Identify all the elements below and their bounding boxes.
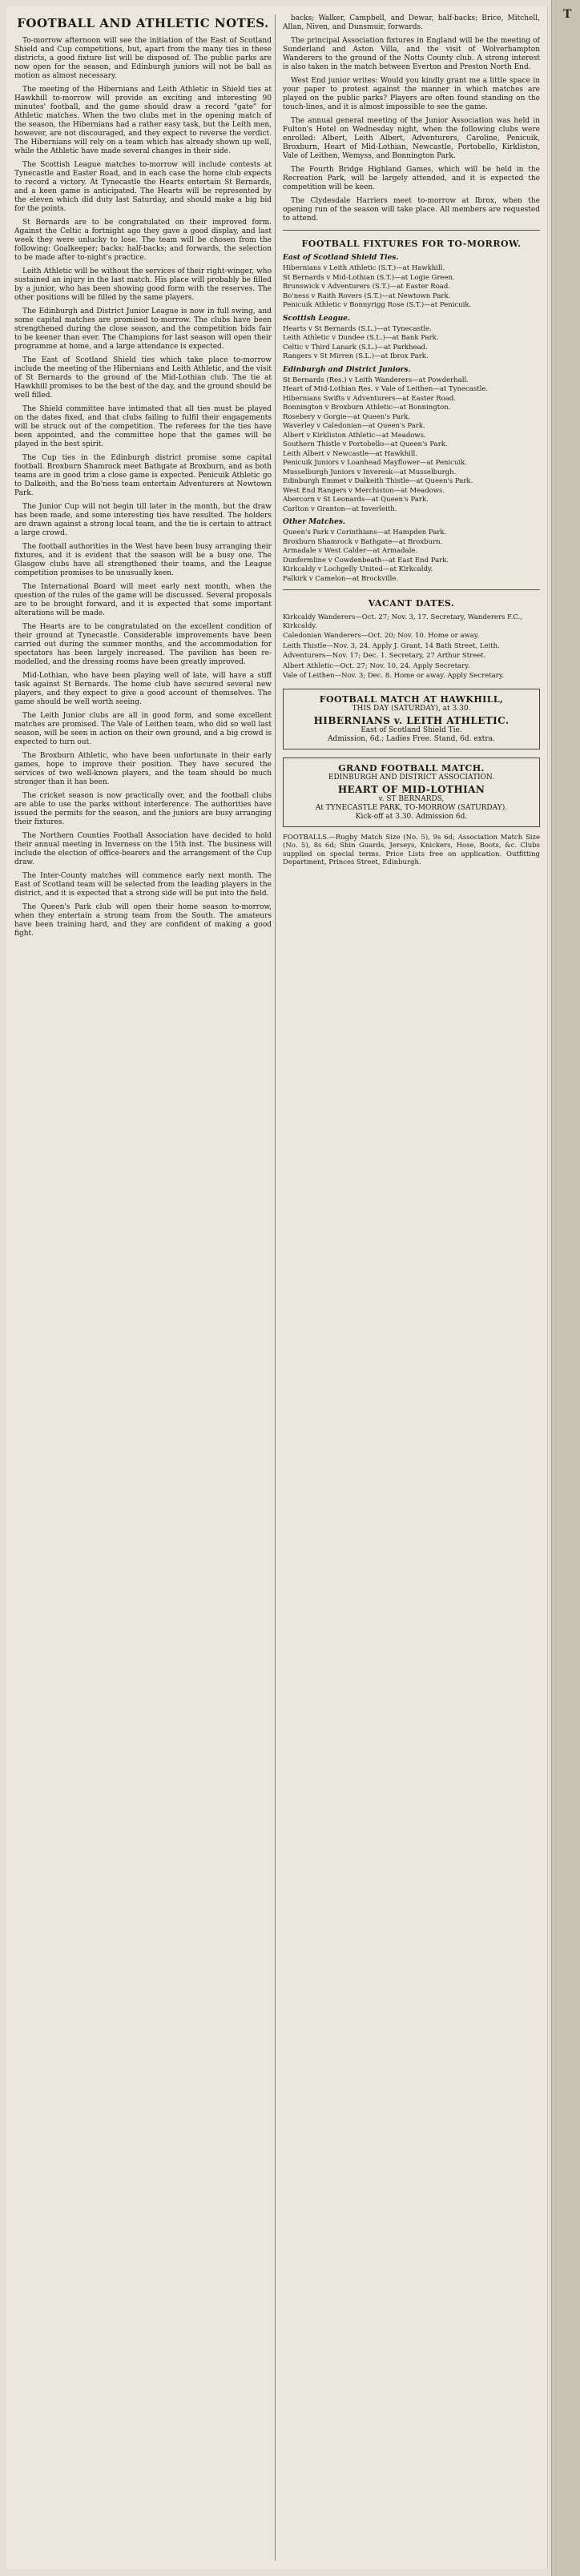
- article-paragraph: The cricket season is now practically over, and the football clubs are able to use the parks without interference. The authorities have issued the permits for the season, and the juniors are busy arranging their fixtures.: [14, 792, 272, 826]
- advert-line: Kick-off at 3.30. Admission 6d.: [355, 812, 468, 821]
- article-paragraph: The Scottish League matches to-morrow will include contests at Tynecastle and Easter Road, and in each case the home club expects to record a victory. At Tynecastle the Hearts entertain St Bernards, and a keen game is anticipated. The Hearts will be represented by the eleven which did duty last Saturday, and should make a big bid for the points.: [14, 161, 272, 213]
- article-paragraph: The East of Scotland Shield ties which take place to-morrow include the meeting of the Hibernians and Leith Athletic, and the visit of St Bernards to the ground of the Mid-Lothian club. The tie at Hawkhill promises to be the best of the day, and the ground should be well filled.: [14, 356, 272, 400]
- article-paragraph: The Junior Cup will not begin till later in the month, but the draw has been made, and some interesting ties have resulted. The holders are drawn against a strong local team, and the tie is certain to attract a large crowd.: [14, 503, 272, 537]
- article-paragraph: The principal Association fixtures in England will be the meeting of Sunderland and Aston Villa, and the visit of Wolverhampton Wanderers to the ground of the Notts County club. A strong interest is also taken in the match between Everton and Preston North End.: [283, 37, 540, 71]
- left-column-body: [14, 37, 272, 938]
- fixture-line: St Bernards v Mid-Lothian (S.T.)—at Logie Green.: [283, 273, 455, 282]
- fixture-line: Abercorn v St Leonards—at Queen's Park.: [283, 496, 429, 504]
- fixture-group-heading: Other Matches.: [283, 518, 346, 526]
- fixture-line: Bonnington v Broxburn Athletic—at Bonnington.: [283, 404, 451, 412]
- fixture-line: Bo'ness v Raith Rovers (S.T.)—at Newtown Park.: [283, 291, 451, 300]
- fixture-line: Albert v Kirkliston Athletic—at Meadows.: [283, 431, 426, 440]
- section-divider: [283, 230, 540, 231]
- column-rule: [275, 14, 276, 2561]
- fixture-line: Hibernians v Leith Athletic (S.T.)—at Hawkhill.: [283, 264, 445, 272]
- article-paragraph: The Cup ties in the Edinburgh district promise some capital football. Broxburn Shamrock meet Bathgate at Broxburn, and as both teams are in good trim a close game is expected. Penicuik Athletic go to Dalkeith, and the Bo'ness team entertain Adventurers at Newtown Park.: [14, 454, 272, 497]
- fixture-group-heading: East of Scotland Shield Ties.: [283, 254, 399, 262]
- hawkhill-advert: [283, 689, 540, 749]
- article-paragraph: The football authorities in the West have been busy arranging their fixtures, and it is evident that the season will be a busy one. The Glasgow clubs have all strengthened their teams, and the League competition promises to be unusually keen.: [14, 543, 272, 577]
- article-paragraph: To-morrow afternoon will see the initiation of the East of Scotland Shield and Cup competitions, but, apart from the many ties in these districts, a good fixture list will be disposed of. The public parks are now open for the season, and Edinburgh juniors will not be ball as motion as almost necessary.: [14, 37, 272, 80]
- advert-line: THIS DAY (SATURDAY), at 3.30.: [352, 704, 471, 713]
- fixture-line: St Bernards (Res.) v Leith Wanderers—at Powderhall.: [283, 376, 469, 384]
- article-columns: [14, 14, 540, 2561]
- adjacent-page-edge: [551, 0, 580, 2576]
- column-left: [14, 14, 272, 2561]
- advert-teams: HIBERNIANS v. LEITH ATHLETIC.: [313, 714, 510, 726]
- advert-line: At TYNECASTLE PARK, TO-MORROW (SATURDAY).: [315, 803, 508, 812]
- article-paragraph: The Broxburn Athletic, who have been unfortunate in their early games, hope to improve their position. They have secured the services of two well-known players, and the team should be much stronger than it has been.: [14, 752, 272, 786]
- fixture-line: Queen's Park v Corinthians—at Hampden Park.: [283, 528, 447, 536]
- article-paragraph: The Edinburgh and District Junior League is now in full swing, and some capital matches are promised to-morrow. The clubs have been strengthened during the close season, and the competition bids fair to be keener than ever. The Champions for last season will open their programme at home, and a large attendance is expected.: [14, 307, 272, 351]
- fixture-line: Hearts v St Bernards (S.L.)—at Tynecastle.: [283, 324, 432, 333]
- article-paragraph: The Inter-County matches will commence early next month. The East of Scotland team will be selected from the leading players in the district, and it is expected that a strong side will be put into the field.: [14, 872, 272, 898]
- vacant-date-line: Kirkcaldy Wanderers—Oct. 27; Nov. 3, 17. Secretary, Wanderers F.C., Kirkcaldy.: [283, 613, 522, 630]
- fixture-line: Armadale v West Calder—at Armadale.: [283, 547, 418, 555]
- fixture-line: West End Rangers v Merchiston—at Meadows.: [283, 486, 445, 495]
- advert-title: GRAND FOOTBALL MATCH.: [338, 762, 485, 774]
- advert-teams: HEART OF MID-LOTHIAN: [337, 783, 485, 795]
- fixture-line: Leith Athletic v Dundee (S.L.)—at Bank Park.: [283, 334, 439, 342]
- fixture-group-heading: Scottish League.: [283, 314, 351, 323]
- fixture-line: Broxburn Shamrock v Bathgate—at Broxburn.: [283, 537, 443, 546]
- vacant-dates-title: VACANT DATES.: [368, 598, 455, 609]
- article-paragraph: Leith Athletic will be without the services of their right-winger, who sustained an injury in the last match. His place will probably be filled by a junior, who has been showing good form with the reserves. The other positions will be filled by the same players.: [14, 267, 272, 302]
- vacant-dates-list: [283, 613, 540, 681]
- fixtures-title: FOOTBALL FIXTURES FOR TO-MORROW.: [301, 239, 522, 249]
- article-paragraph: The annual general meeting of the Junior Association was held in Fulton's Hotel on Wednesday night, when the following clubs were enrolled: Albert, Leith Albert, Adventurers, Caroline, Penicuik, Broxburn, Heart of Mid-Lothian, Newcastle, Portobello, Kirkliston, Vale of Leithen, Wemyss, and Bonnington Park.: [283, 117, 540, 160]
- fixture-line: Carlton v Granton—at Inverleith.: [283, 504, 397, 513]
- article-paragraph: The Shield committee have intimated that all ties must be played on the dates fixed, and that clubs failing to fulfil their engagements will be struck out of the competition. The referees for the ties have been appointed, and the committee hope that the games will be played in the best spirit.: [14, 405, 272, 448]
- article-paragraph: The Fourth Bridge Highland Games, which will be held in the Recreation Park, will be largely attended, and it is expected the competition will be keen.: [283, 166, 540, 191]
- section-divider: [283, 589, 540, 590]
- fixtures-list: [283, 254, 540, 583]
- article-paragraph: The Clydesdale Harriers meet to-morrow at Ibrox, when the opening run of the season will take place. All members are requested to attend.: [283, 197, 540, 223]
- article-paragraph: backs; Walker, Campbell, and Dewar, half-backs; Brice, Mitchell, Allan, Niven, and Dunsmuir, forwards.: [283, 14, 540, 31]
- advert-line: v. ST BERNARDS,: [378, 794, 445, 803]
- advert-line: Admission, 6d.; Ladies Free. Stand, 6d. extra.: [328, 734, 495, 743]
- vacant-date-line: Albert Athletic—Oct. 27; Nov. 10, 24. Apply Secretary.: [283, 661, 470, 670]
- vacant-date-line: Caledonian Wanderers—Oct. 20; Nov. 10. Home or away.: [283, 632, 480, 640]
- fixture-line: Leith Albert v Newcastle—at Hawkhill.: [283, 449, 418, 458]
- article-paragraph: The Queen's Park club will open their home season to-morrow, when they entertain a strong team from the South. The amateurs have been training hard, and they are confident of making a good fight.: [14, 903, 272, 938]
- article-paragraph: The meeting of the Hibernians and Leith Athletic in Shield ties at Hawkhill to-morrow will provide an exciting and interesting 90 minutes' football, and the game should draw a record "gate" for Athletic matches. When the two clubs met in the opening match of the season, the Hibernians had a rather easy task, but the Leith men, however, are not discouraged, and they expect to reverse the verdict. The Hibernians will rely on a team which has already shown up well, while the Athletic have made several changes in their side.: [14, 86, 272, 155]
- advert-title: FOOTBALL MATCH AT HAWKHILL,: [319, 693, 504, 705]
- fixture-line: Penicuik Juniors v Loanhead Mayflower—at Penicuik.: [283, 459, 467, 467]
- fixture-line: Edinburgh Emmet v Dalkeith Thistle—at Queen's Park.: [283, 477, 473, 485]
- fixture-line: Falkirk v Camelon—at Brockville.: [283, 574, 399, 583]
- column-right: [283, 14, 540, 2561]
- edge-letter: T: [563, 8, 572, 21]
- advert-line: EDINBURGH AND DISTRICT ASSOCIATION.: [328, 773, 495, 782]
- fixture-line: Heart of Mid-Lothian Res. v Vale of Leithen—at Tynecastle.: [283, 385, 489, 393]
- fixture-line: Rosebery v Gorgie—at Queen's Park.: [283, 412, 410, 421]
- fixture-line: Musselburgh Juniors v Inveresk—at Musselburgh.: [283, 468, 457, 476]
- right-column-body: [283, 14, 540, 223]
- fixture-group-heading: Edinburgh and District Juniors.: [283, 365, 411, 374]
- article-headline: FOOTBALL AND ATHLETIC NOTES.: [17, 16, 269, 30]
- fixture-line: Rangers v St Mirren (S.L.)—at Ibrox Park.: [283, 352, 429, 360]
- article-paragraph: The Hearts are to be congratulated on the excellent condition of their ground at Tynecastle. Considerable improvements have been carried out during the summer months, and the accommodation for spectators has been largely increased. The pavilion has been re-modelled, and the dressing rooms have been greatly improved.: [14, 623, 272, 666]
- vacant-date-line: Adventurers—Nov. 17; Dec. 1. Secretary, 27 Arthur Street.: [283, 652, 486, 660]
- fixture-line: Kirkcaldy v Lochgelly United—at Kirkcaldy.: [283, 565, 433, 573]
- footballs-advert: FOOTBALLS.—Rugby Match Size (No. 5), 9s 6d; Association Match Size (No. 5), 8s 6d; Shin Guards, Jerseys, Knickers, Hose, Boots, &c. Clubs supplied on special terms. Price Lists free on application. Outfitting Department, Princes Street, Edinburgh.: [283, 833, 540, 866]
- advert-line: East of Scotland Shield Tie.: [360, 725, 462, 734]
- fixture-line: Brunswick v Adventurers (S.T.)—at Easter Road.: [283, 283, 450, 291]
- article-paragraph: The International Board will meet early next month, when the question of the rules of the game will be discussed. Several proposals are to be brought forward, and it is expected that some important alterations will be made.: [14, 583, 272, 617]
- article-paragraph: St Bernards are to be congratulated on their improved form. Against the Celtic a fortnight ago they gave a good display, and last week they were unlucky to lose. The team will be chosen from the following: Goalkeeper; backs; half-backs; and forwards, the selection to be made after to-night's practice.: [14, 219, 272, 262]
- article-paragraph: Mid-Lothian, who have been playing well of late, will have a stiff task against St Bernards. The home club have secured several new players, and they expect to give a good account of themselves. The game should be well worth seeing.: [14, 672, 272, 706]
- fixture-line: Hibernians Swifts v Adventurers—at Easter Road.: [283, 394, 456, 403]
- article-paragraph: West End junior writes: Would you kindly grant me a little space in your paper to protest against the manner in which matches are played on the public parks? Players are often found standing on the touch-lines, and it is almost impossible to see the game.: [283, 77, 540, 111]
- fixture-line: Southern Thistle v Portobello—at Queen's Park.: [283, 440, 448, 448]
- fixture-line: Dunfermline v Cowdenbeath—at East End Park.: [283, 556, 449, 565]
- vacant-date-line: Vale of Leithen—Nov. 3; Dec. 8. Home or away. Apply Secretary.: [283, 672, 505, 680]
- newspaper-sheet: [6, 6, 548, 2569]
- fixture-line: Penicuik Athletic v Bonnyrigg Rose (S.T.)—at Penicuik.: [283, 301, 472, 309]
- article-paragraph: The Leith Junior clubs are all in good form, and some excellent matches are promised. The Vale of Leithen team, who did so well last season, will be seen in action on their own ground, and a big crowd is expected to turn out.: [14, 712, 272, 746]
- fixture-line: Celtic v Third Lanark (S.L.)—at Parkhead.: [283, 343, 428, 352]
- vacant-date-line: Leith Thistle—Nov. 3, 24. Apply J. Grant, 14 Bath Street, Leith.: [283, 641, 500, 650]
- article-paragraph: The Northern Counties Football Association have decided to hold their annual meeting in Inverness on the 15th inst. The business will include the election of office-bearers and the arrangement of the Cup draw.: [14, 832, 272, 866]
- tynecastle-advert: [283, 758, 540, 827]
- fixture-line: Waverley v Caledonian—at Queen's Park.: [283, 422, 425, 430]
